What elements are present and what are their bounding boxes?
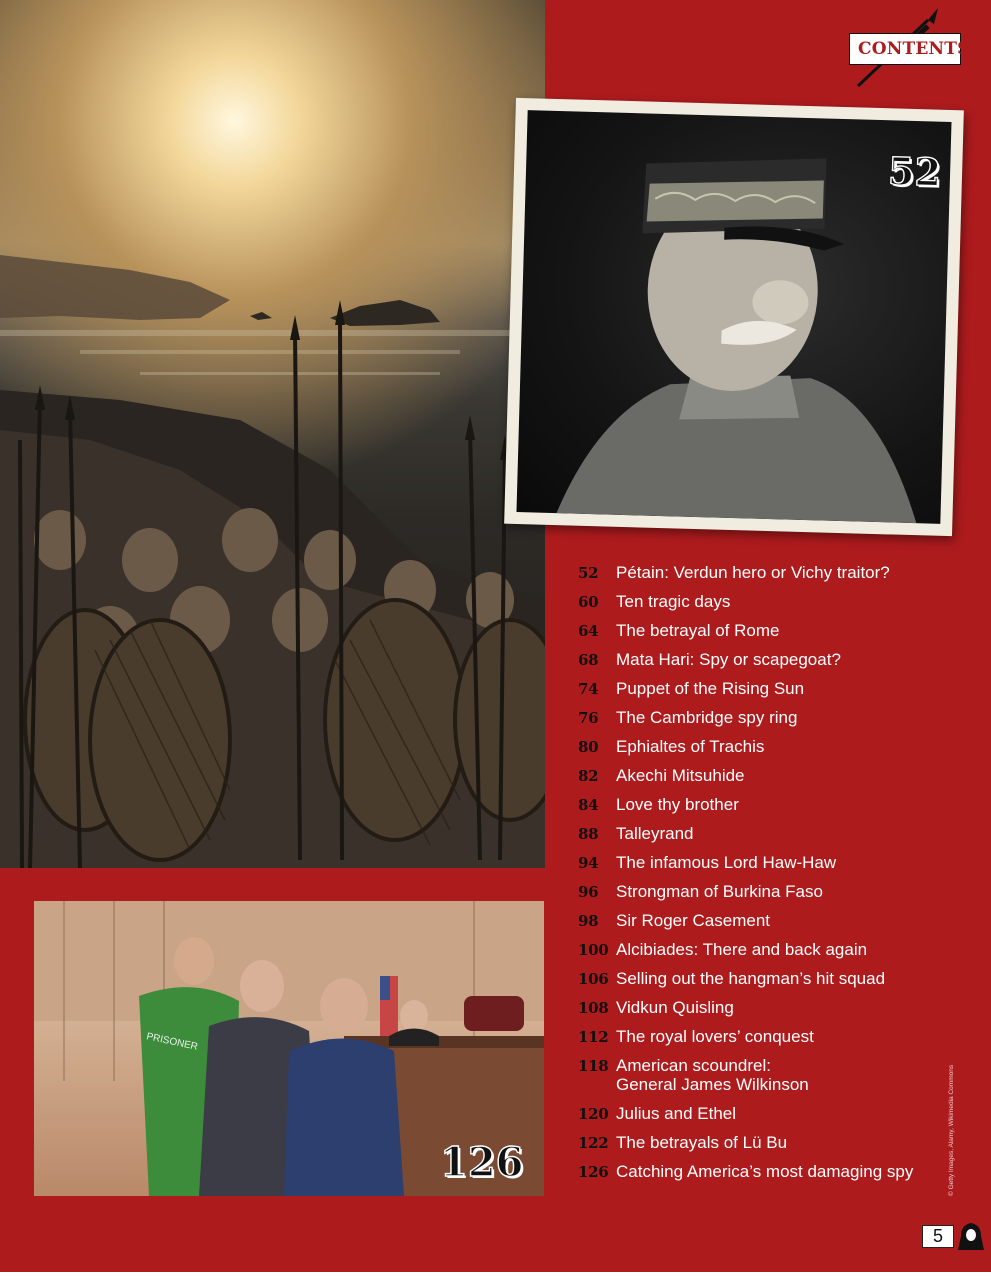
toc-page-number: 64 <box>578 622 599 640</box>
toc-page-number: 80 <box>578 738 599 756</box>
toc-item[interactable] <box>578 935 978 964</box>
toc-title: The betrayals of Lü Bu <box>616 1133 788 1152</box>
toc-title: Ephialtes of Trachis <box>616 737 765 756</box>
portrait-illustration <box>516 110 951 524</box>
toc-item[interactable] <box>578 1022 978 1051</box>
toc-item[interactable] <box>578 732 978 761</box>
sketch-page-badge: 126 <box>440 1139 524 1186</box>
toc-item[interactable] <box>578 964 978 993</box>
toc-page-number: 74 <box>578 680 599 698</box>
toc-title: Pétain: Verdun hero or Vichy traitor? <box>616 563 890 582</box>
toc-title: Julius and Ethel <box>616 1104 737 1123</box>
toc-page-number: 100 <box>578 941 609 959</box>
toc-item[interactable] <box>578 1051 978 1099</box>
toc-page-number: 68 <box>578 651 599 669</box>
toc-title: Love thy brother <box>616 795 739 814</box>
toc-page-number: 120 <box>578 1105 609 1123</box>
page-number: 5 <box>922 1225 954 1248</box>
toc-title: Alcibiades: There and back again <box>616 940 868 959</box>
toc-page-number: 76 <box>578 709 599 727</box>
toc-page-number: 52 <box>578 564 599 582</box>
toc-title: The infamous Lord Haw-Haw <box>616 853 837 872</box>
image-credit: © Getty Images, Alamy, Wikimedia Commons <box>948 1064 955 1196</box>
toc-item[interactable] <box>578 616 978 645</box>
toc-item[interactable] <box>578 1099 978 1128</box>
hero-illustration <box>0 0 545 868</box>
toc-title: Catching America’s most damaging spy <box>616 1162 914 1181</box>
toc-title: The betrayal of Rome <box>616 621 780 640</box>
toc-item[interactable] <box>578 1128 978 1157</box>
section-label: CONTENTS <box>858 39 970 59</box>
toc-item[interactable] <box>578 587 978 616</box>
toc-page-number: 106 <box>578 970 609 988</box>
toc-page-number: 96 <box>578 883 599 901</box>
toc-item[interactable] <box>578 877 978 906</box>
toc-item[interactable] <box>578 790 978 819</box>
hooded-figure-icon <box>956 1222 986 1250</box>
toc-page-number: 108 <box>578 999 609 1017</box>
toc-page-number: 84 <box>578 796 599 814</box>
toc-item[interactable] <box>578 703 978 732</box>
table-of-contents <box>578 558 978 1186</box>
toc-title: Akechi Mitsuhide <box>616 766 745 785</box>
toc-item[interactable] <box>578 906 978 935</box>
toc-title: The Cambridge spy ring <box>616 708 798 727</box>
contents-tag <box>849 33 970 65</box>
page-bottom-strip <box>0 1272 991 1280</box>
toc-item[interactable] <box>578 645 978 674</box>
toc-title: American scoundrel: General James Wilkinson <box>616 1056 809 1094</box>
toc-item[interactable] <box>578 674 978 703</box>
portrait-page-badge: 52 <box>887 148 942 195</box>
toc-title: Puppet of the Rising Sun <box>616 679 805 698</box>
toc-title: Mata Hari: Spy or scapegoat? <box>616 650 841 669</box>
portrait-frame <box>504 98 964 536</box>
toc-title: Strongman of Burkina Faso <box>616 882 823 901</box>
toc-title: Vidkun Quisling <box>616 998 734 1017</box>
courtroom-sketch-image <box>34 901 544 1196</box>
toc-page-number: 88 <box>578 825 599 843</box>
toc-title: Talleyrand <box>616 824 694 843</box>
toc-item[interactable] <box>578 1157 978 1186</box>
toc-title: Ten tragic days <box>616 592 731 611</box>
toc-title: The royal lovers’ conquest <box>616 1027 814 1046</box>
portrait-image <box>516 110 951 524</box>
toc-page-number: 122 <box>578 1134 609 1152</box>
toc-page-number: 118 <box>578 1057 609 1075</box>
toc-page-number: 126 <box>578 1163 609 1181</box>
toc-item[interactable] <box>578 993 978 1022</box>
toc-page-number: 112 <box>578 1028 609 1046</box>
toc-page-number: 98 <box>578 912 599 930</box>
prisoner-shirt-text: PRISONER <box>145 1031 199 1053</box>
toc-item[interactable] <box>578 819 978 848</box>
toc-page-number: 82 <box>578 767 599 785</box>
toc-page-number: 60 <box>578 593 599 611</box>
toc-title: Selling out the hangman’s hit squad <box>616 969 886 988</box>
toc-title: Sir Roger Casement <box>616 911 771 930</box>
toc-item[interactable] <box>578 848 978 877</box>
toc-page-number: 94 <box>578 854 599 872</box>
toc-item[interactable] <box>578 761 978 790</box>
toc-item[interactable] <box>578 558 978 587</box>
hero-image-warriors <box>0 0 545 868</box>
